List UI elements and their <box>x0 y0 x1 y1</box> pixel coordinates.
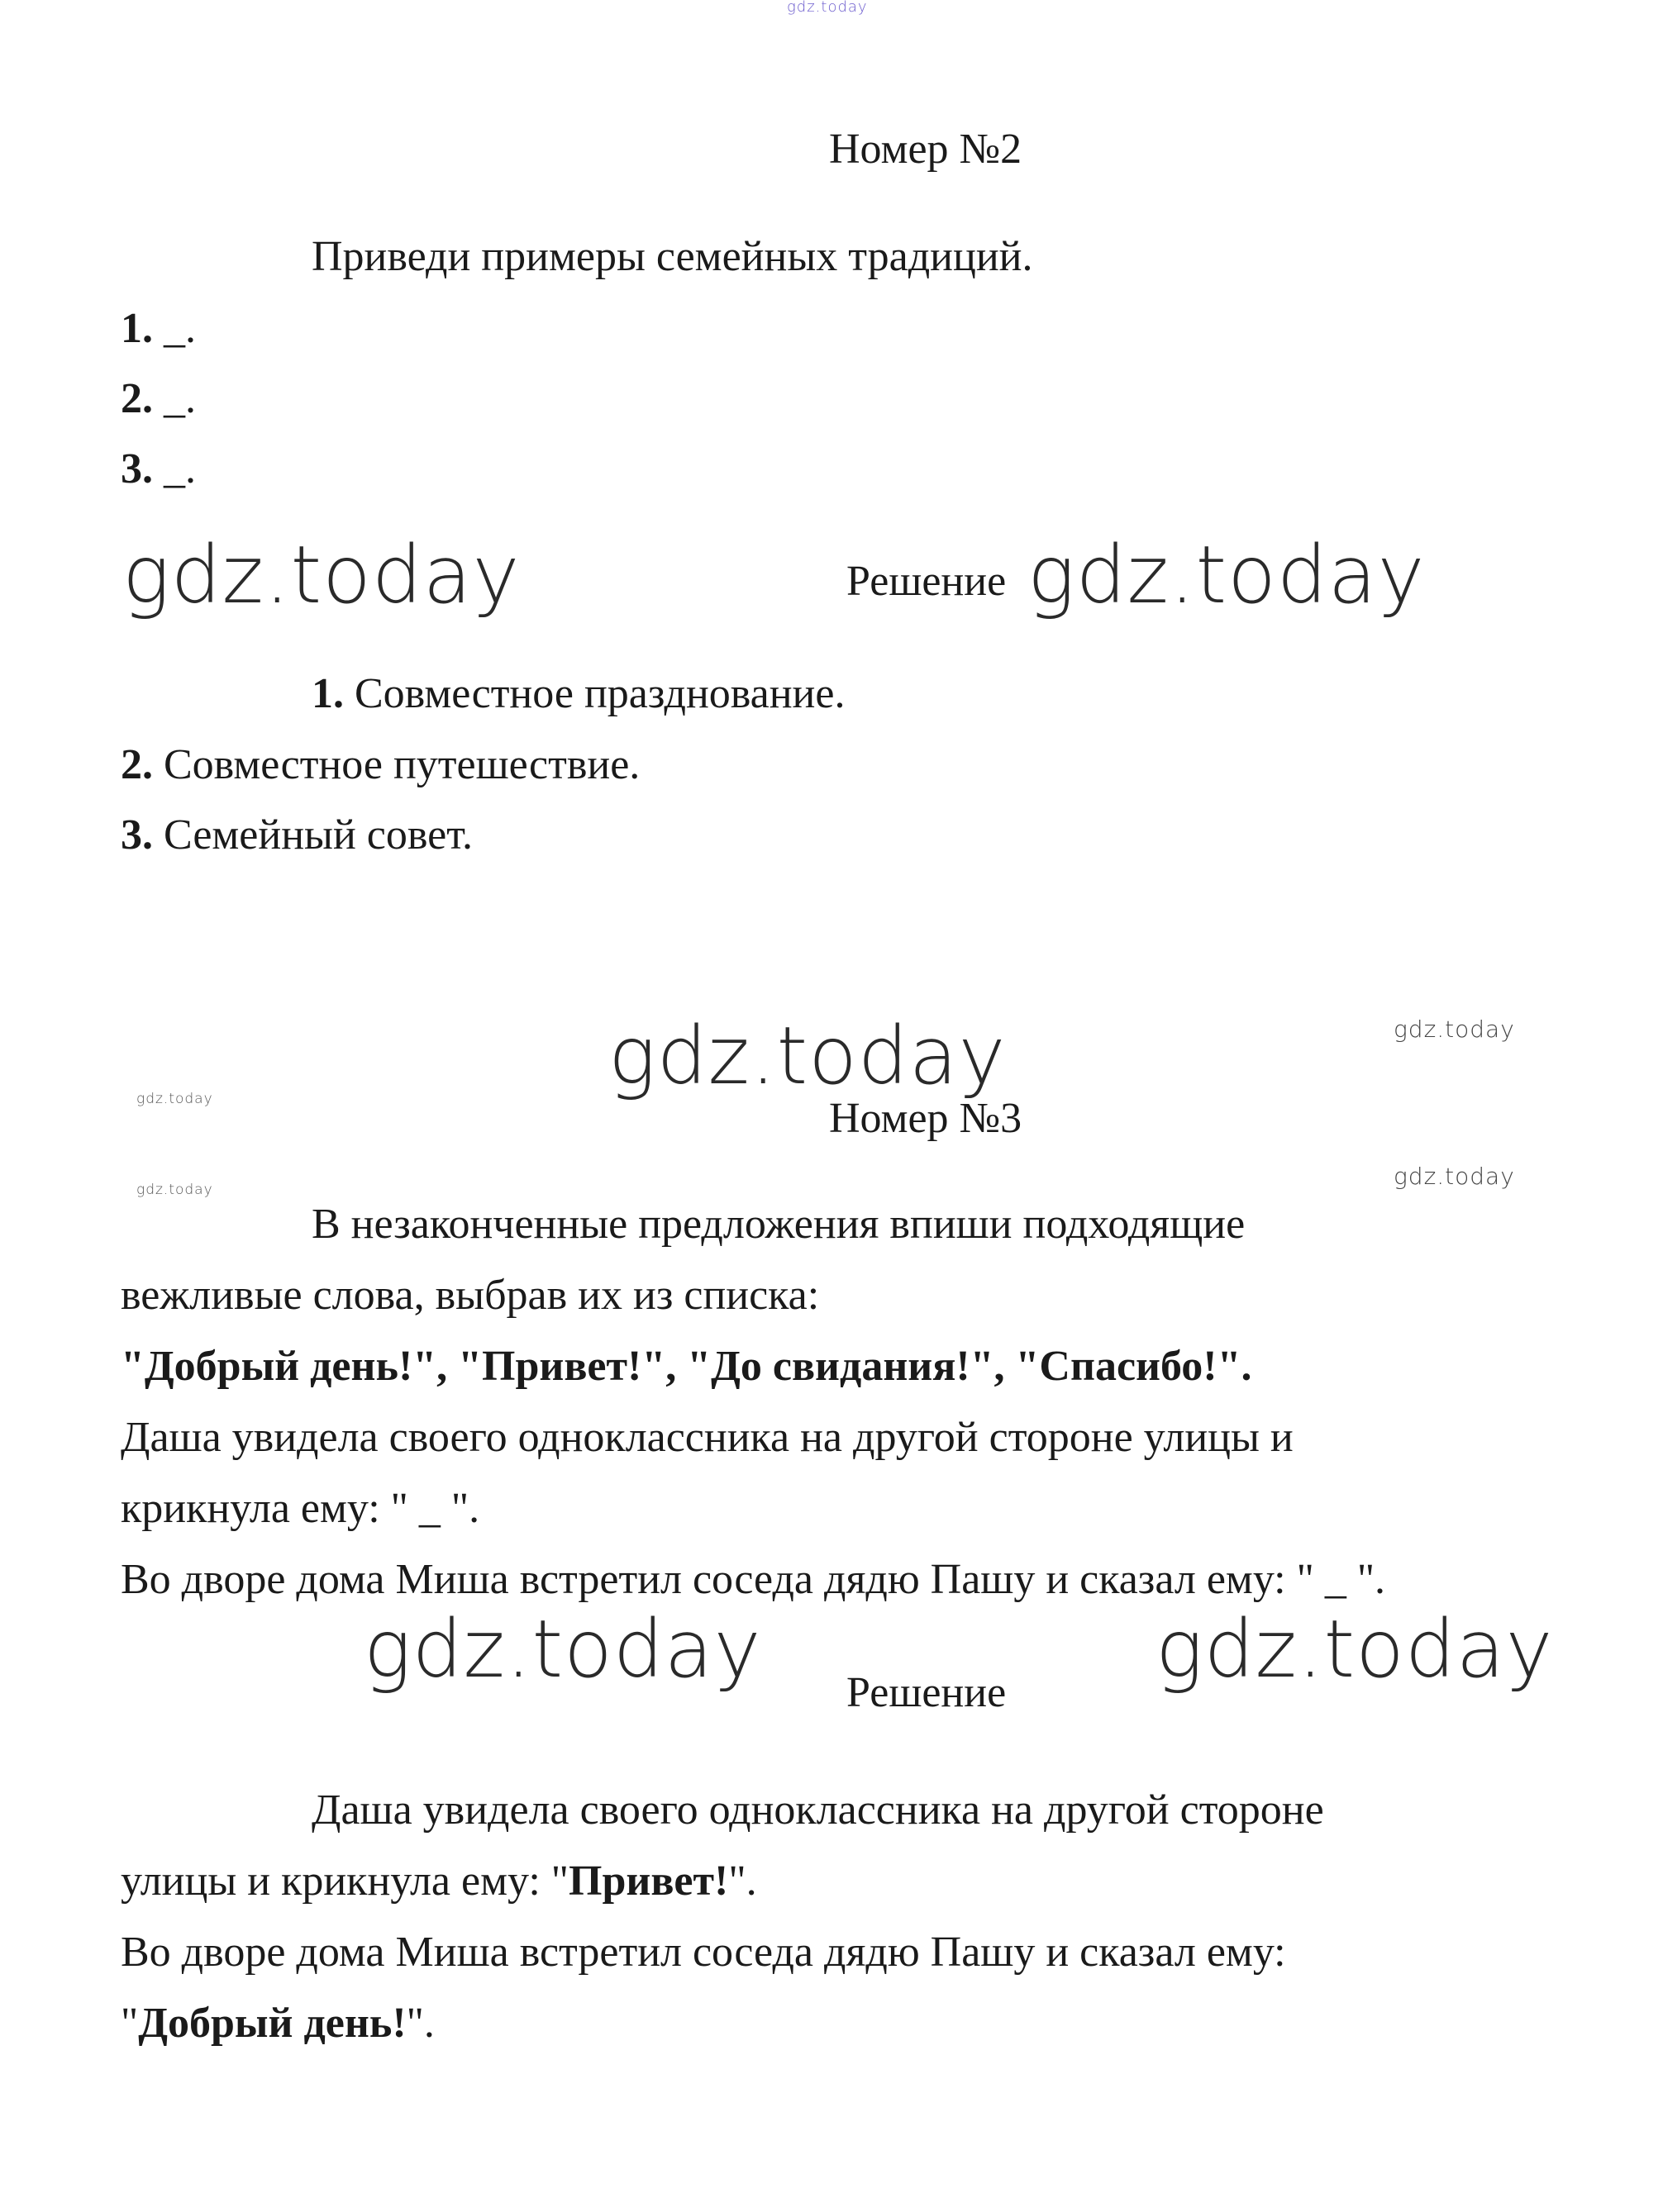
watermark-mid-1: gdz.today <box>1394 1016 1515 1043</box>
task2-answer-2-text: Совместное путешествие. <box>153 741 641 788</box>
watermark-mid-2: gdz.today <box>1394 1163 1515 1190</box>
task2-answer-3-num: 3. <box>121 811 153 859</box>
watermark-large-4: gdz.today <box>364 1603 762 1696</box>
task2-blank-2-text: _. <box>153 375 196 422</box>
task2-answer-3 <box>121 811 474 859</box>
task3-title: Номер №3 <box>829 1095 1022 1142</box>
watermark-small-1: gdz.today <box>136 1091 213 1107</box>
task2-title: Номер №2 <box>829 126 1022 173</box>
task2-blank-3-num: 3. <box>121 445 153 492</box>
task3-sentence1-line2: крикнула ему: " _ ". <box>121 1485 480 1532</box>
task3-solution-label: Решение <box>846 1669 1007 1716</box>
task3-answer2-line1: Во дворе дома Миша встретил соседа дядю Пашу и сказал ему: <box>121 1929 1286 1976</box>
task3-sentence1-line1: Даша увидела своего одноклассника на другой стороне улицы и <box>121 1414 1294 1461</box>
watermark-large-1: gdz.today <box>122 529 521 621</box>
task2-answer-1 <box>312 670 846 717</box>
task3-answer2-line2 <box>121 2002 435 2045</box>
task3-sentence2: Во дворе дома Миша встретил соседа дядю Пашу и сказал ему: " _ ". <box>121 1556 1386 1603</box>
watermark-large-5: gdz.today <box>1156 1603 1554 1696</box>
task2-blank-3 <box>121 445 196 492</box>
task3-answer2-post: ". <box>406 2000 435 2047</box>
task2-answer-2 <box>121 741 641 788</box>
task2-blank-2-num: 2. <box>121 375 153 422</box>
task2-answer-2-num: 2. <box>121 741 153 788</box>
task2-blank-1-num: 1. <box>121 305 153 352</box>
task2-blank-1-text: _. <box>153 305 196 352</box>
watermark-small-2: gdz.today <box>136 1182 213 1198</box>
watermark-top: gdz.today <box>787 0 868 16</box>
task3-answer1-line1: Даша увидела своего одноклассника на другой стороне <box>312 1786 1324 1834</box>
task2-question: Приведи примеры семейных традиций. <box>312 233 1033 280</box>
task2-answer-3-text: Семейный совет. <box>153 811 474 859</box>
task3-answer2-pre: " <box>121 2000 139 2047</box>
watermark-large-2: gdz.today <box>1027 529 1426 621</box>
task3-word-list: "Добрый день!", "Привет!", "До свидания!", "Спасибо!". <box>121 1343 1252 1390</box>
task3-answer1-post: ". <box>728 1858 757 1905</box>
task3-answer2-word: Добрый день! <box>138 2000 407 2047</box>
task3-answer1-pre: улицы и крикнула ему: " <box>121 1858 569 1905</box>
task2-blank-1 <box>121 307 196 350</box>
task2-solution-label: Решение <box>846 558 1007 605</box>
task3-question-line1: В незаконченные предложения впиши подходящие <box>312 1201 1246 1248</box>
watermark-large-3: gdz.today <box>608 1010 1007 1102</box>
task2-blank-2 <box>121 375 196 422</box>
task2-answer-1-num: 1. <box>312 670 344 717</box>
task3-question-line2: вежливые слова, выбрав их из списка: <box>121 1272 820 1319</box>
task3-answer1-line2 <box>121 1860 757 1903</box>
task2-blank-3-text: _. <box>153 445 196 492</box>
task3-answer1-word: Привет! <box>569 1858 729 1905</box>
task2-answer-1-text: Совместное празднование. <box>344 670 846 717</box>
